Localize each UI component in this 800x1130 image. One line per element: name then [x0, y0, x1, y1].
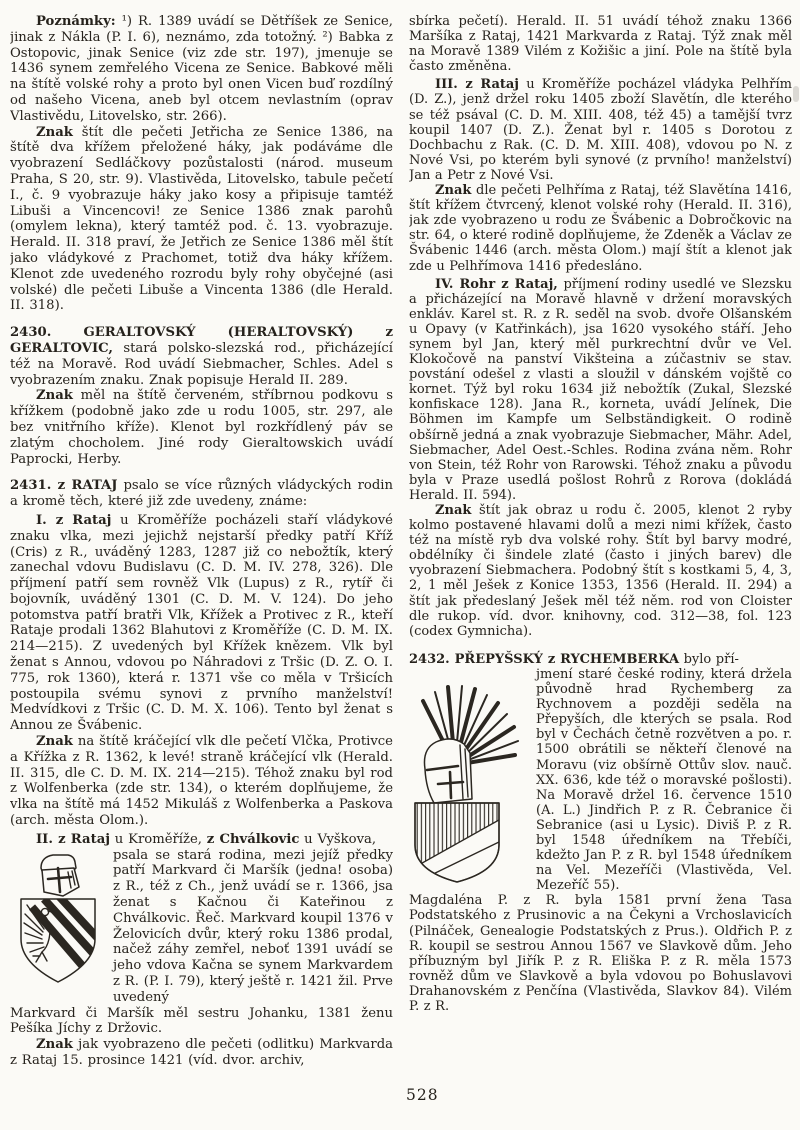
- paragraph-lead: Znak: [435, 503, 472, 518]
- paragraph-tail: Magdaléna P. z R. byla 1581 první žena Tasa Podstatského z Prusinovic a na Čekyni a Vrchoslavicích (Pilnáček, Genealogie Podstatských z Prus.). Oldřich P. z R. koupil se sestrou Annou 1567 ve Slavkově dům. Jeho příbuzným byl Jiřík P. z R. Eliška P. z R. měla 1573 rovněž dům ve Slavkově a byla vdovou po Bohuslavovi Drahanovském z Penčína (Vlastivěda, Slavkov 84). Vilém P. z R.: [409, 893, 792, 1014]
- paragraph-text: bylo pří-: [679, 651, 739, 667]
- paragraph-znak-rohr: [409, 503, 792, 639]
- paragraph-lead: I. z Rataj: [36, 512, 112, 528]
- left-column: [10, 14, 393, 1086]
- paragraph-lead: Znak: [36, 734, 73, 750]
- paragraph-lead: Znak: [36, 124, 73, 140]
- paragraph-lead: III. z Rataj: [435, 77, 520, 93]
- paragraph-text: psalo se více různých vládyckých rodin a kromě těch, které již zde uvedeny, známe:: [10, 478, 393, 510]
- entry-heading: 2431. z RATAJ: [10, 478, 118, 494]
- paragraph-lead: II. z Rataj: [36, 831, 111, 847]
- figure-with-text-row: [10, 848, 393, 1006]
- paragraph-znak-rataj-III: [409, 183, 792, 274]
- paragraph-text: u Kroměříže,: [110, 831, 207, 847]
- entry-heading: 2430. GERALTOVSKÝ (HERALTOVSKÝ) z GERALTOVIC,: [10, 325, 393, 356]
- paragraph-lead: Znak: [36, 388, 73, 404]
- paragraph-text: stará polsko-slezská rod., přicházející též na Moravě. Rod uvádí Siebmacher, Schles. Adel s vyobrazením znaku. Znak popisuje Herald II. 289.: [10, 340, 393, 388]
- subentry-rataj-III: [409, 77, 792, 183]
- paragraph-text: jak vyobrazeno dle pečeti (odlitku) Markvarda z Rataj 15. prosince 1421 (víd. dvor. archiv,: [10, 1037, 393, 1068]
- paragraph-znak-rataj-II: [10, 1037, 393, 1069]
- rataj-crest-illustration: [10, 848, 100, 985]
- paragraph-text: měl na štítě červeném, stříbrnou podkovu s křížkem (podobně jako zde u rodu 1005, str. 297, ale bez vnitřního kříže). Klenot byl rozkřídlený páv se zlatým chocholem. Jiné rody Gieraltowskich uvádí Paprocki, Herby.: [10, 388, 393, 467]
- entry-2432-prepyssky: [409, 652, 792, 1014]
- right-column: [409, 14, 792, 1086]
- entry-lead-line: [409, 652, 792, 667]
- paragraph-text: u Kroměříže pocházel vládyka Pelhřím (D. Z.), jenž držel roku 1405 zboží Slavětín, dle kterého se též psával (C. D. M. XIII. 408, též 45) a tamější tvrz koupil 1407 (D. Z.). Ženat byl r. 1405 s Dorotou z Dochbachu z Rak. (C. D. M. XIII. 408), vdovou po N. z Nové Vsi, po kterém byli synové (z prvního! manželství) Jan a Petr z Nové Vsi.: [409, 77, 792, 183]
- helm-cross-shield-bird-bends-icon: [16, 851, 100, 985]
- paragraph-text: u Vyškova,: [299, 831, 377, 847]
- paragraph-lead: Poznámky:: [36, 14, 116, 29]
- subentry-rataj-I: [10, 513, 393, 734]
- paragraph-text: dle pečeti Pelhříma z Rataj, též Slavětína 1416, štít křížem čtvrcený, klenot volské rohy (Herald. II. 316), jak zde vyobrazeno u rodu ze Švábenic a Dobročkovic na str. 64, o které rodině doplňujeme, že Zdeněk a Václav ze Švábenic 1446 (arch. města Olom.) mají štít a klenot jak zde u Pelhřímova 1416 předesláno.: [409, 183, 792, 274]
- paragraph-beside-figure: psala se stará rodina, mezi jejíž předky patří Markvard či Maršík (jedna! osoba) z R., též z Ch., jenž uvádí se r. 1366, jsa ženat s Kačnou či Kateřinou z Chválkovic. Řeč. Markvard koupil 1376 v Želovicích dvůr, který roku 1386 prodal, načež záhy zemřel, neboť 1391 uvádí se jeho vdova Kačna se synem Markvardem z R. (P. I. 79), který ještě r. 1421 žil. Prve uvedený: [113, 847, 393, 1005]
- subentry-lead-line: [10, 832, 393, 848]
- scan-smudge-artifact: [793, 86, 799, 102]
- paragraph-znak-senice: [10, 125, 393, 315]
- paragraph-text: štít dle pečeti Jetřicha ze Senice 1386, na štítě dva křížem přeložené háky, jak podáváme dle vyobrazení Sedláčkovy pozůstalosti (národ. museum Praha, S 20, str. 9). Vlastivěda, Litovelsko, tabule pečetí I., č. 9 vyobrazuje háky jako kosy a připisuje tamtéž Libuši a Vincencovi! ze Senice 1386 znak parohů (omylem lekna), který tamtéž pod. č. 13. vyobrazuje. Herald. II. 318 praví, že Jetřich ze Senice 1386 měl štít jako vládykové z Prachomet, totiž dva háky křížem. Klenot zde uvedeného rozrodu byly rohy obyčejné (asi volské) dle pečeti Libuše a Vincenta 1386 (dle Herald. II. 318).: [10, 124, 393, 314]
- paragraph-lead: Znak: [435, 183, 472, 199]
- paragraph-beside-figure: jmení staré české rodiny, která držela původně hrad Rychemberg za Rychnovem a později seděla na Přepyších, dle kterých se psala. Rod byl v Čechách četně rozvětven a po. r. 1500 obrátili se někteří členové na Moravu (viz obšírně Ottův slov. nauč. XX. 636, kde též o moravské pošlosti). Na Moravě držel 16. července 1510 (A. L.) Jindřich P. z R. Čebranice či Sebranice (asi u Lysic). Diviš P. z R. byl 1548 úředníkem na Třebíči, kdežto Jan P. z R. byl 1548 úředníkem na Vel. Mezeříči (Vlastivěda, Vel. Mezeříč 55).: [536, 666, 792, 894]
- paragraph-continuation: sbírka pečetí). Herald. II. 51 uvádí téhož znaku 1366 Maršíka z Rataj, 1421 Markvarda z Rataj. Týž znak měl na Moravě 1389 Vilém z Kožišic a jiní. Pole na štítě byla často změněna.: [409, 14, 792, 75]
- page-number: 528: [406, 1086, 439, 1104]
- paragraph-text: ¹) R. 1389 uvádí se Dětříšek ze Senice, jinak z Nákla (P. I. 6), neznámo, zda totožný. ²) Babka z Ostopovic, jinak Senice (viz zde str. 197), jmenuje se 1436 synem zemřelého Vicena ze Senice. Babkové měli na štítě volské rohy a proto byl onen Vicen buď rozdílný od našeho Vicena, aneb byl otcem nevlastním (oprav Vlastivědu, Litovelsko, str. 266).: [10, 14, 393, 124]
- paragraph-text: příjmení rodiny usedlé ve Slezsku a přicházející na Moravě hlavně v držení moravských enkláv. Karel st. R. z R. seděl na svob. dvoře Olšanském u Opavy (v Katřinkách), jsa 1620 vysokého stáří. Jeho synem byl Jan, který měl purkrechtní dvůr ve Vel. Klokočově na panství Vikšteina a zúčastniv se stav. povstání odešel z vlasti a sloužil v dánském vojště co kornet. Týž byl roku 1634 již nebožtík (Zukal, Slezské konfiskace 128). Jana R., korneta, uvádí Jelínek, Die Böhmen im Kampfe um Selbständigkeit. O rodině obšírně jedná a znak vyobrazuje Siebmacher, Mähr. Adel, Siebmacher, Adel Oest.-Schles. Rodina zvána něm. Rohr von Stein, též Rohr von Rarowski. Téhož znaku a původu byla v Praze usedlá pošlost Rohrů z Rorova (dokládá Herald. II. 594).: [409, 276, 792, 503]
- subentry-rataj-IV-rohr: [409, 277, 792, 503]
- paragraph-poznamky: [10, 14, 393, 125]
- prepyssky-crest-illustration: [409, 667, 523, 885]
- paragraph-text: na štítě kráčející vlk dle pečetí Vlčka, Protivce a Křížka z R. 1362, k levé! straně kráčející vlk (Herald. II. 315, dle C. D. M. IX. 214—215). Téhož znaku byl rod z Wolfenberka (zde str. 134), o kterém doplňujeme, že vlka na štítě má 1452 Mikuláš z Wolfenberka a Paskova (arch. města Olom.).: [10, 734, 393, 829]
- helm-feather-plume-shield-icon: [411, 671, 523, 885]
- entry-heading: 2432. PŘEPYŠSKÝ z RYCHEMBERKA: [409, 651, 680, 667]
- entry-2430-geraltovsky: [10, 325, 393, 388]
- paragraph-lead: Znak: [36, 1037, 73, 1053]
- entry-2431-rataj: [10, 478, 393, 510]
- paragraph-text: štít jak obraz u rodu č. 2005, klenot 2 ryby kolmo postavené hlavami dolů a mezi nimi křížek, často též na místě ryb dva volské rohy. Štít byl barvy modré, obdélníky či šindele zlaté (často i jiných barev) dle vyobrazení Siebmachera. Podobný štít s kostkami 5, 4, 3, 2, 1 měl Ješek z Konice 1353, 1356 (Herald. II. 294) a štít jak předeslaný Ješek měl též něm. rod von Cloister dle rukop. víd. dvor. knihovny, cod. 312—38, fol. 123 (codex Gymnicha).: [409, 503, 792, 639]
- paragraph-znak-rataj-I: [10, 734, 393, 829]
- paragraph-lead: IV. Rohr z Rataj,: [435, 276, 558, 292]
- figure-with-text-row: [409, 667, 792, 893]
- text-columns: [10, 14, 792, 1086]
- paragraph-znak-geraltovsky: [10, 388, 393, 467]
- paragraph-lead-2: z Chválkovic: [206, 831, 300, 847]
- subentry-rataj-II: [10, 832, 393, 1037]
- paragraph-text: u Kroměříže pocházeli staří vládykové znaku vlka, mezi jejichž nejstarší předky patří Kříž (Cris) z R., uváděný 1283, 1287 již co nebožtík, který zanechal vdovu Budislavu (C. D. M. IV. 278, 326). Dle příjmení patří sem rovněž Vlk (Lupus) z R., rytíř či bojovník, uváděný 1301 (C. D. M. V. 124). Do jeho potomstva patří bratři Vlk, Křížek a Protivec z R., kteří Rataje prodali 1362 Blahutovi z Kroměříže (C. D. M. IX. 214—215). Z uvedených byl Křížek knězem. Vlk byl ženat s Annou, vdovou po Náhradovi z Tršic (D. Z. O. I. 775, rok 1360), která r. 1371 vše co měla v Tršicích postoupila svému synovi z prvního manželství! Medvídkovi z Tršic (C. D. M. X. 106). Tento byl ženat s Annou ze Švábenic.: [10, 512, 393, 734]
- paragraph-tail: Markvard či Maršík měl sestru Johanku, 1381 ženu Pešíka Jíchy z Držovic.: [10, 1005, 393, 1037]
